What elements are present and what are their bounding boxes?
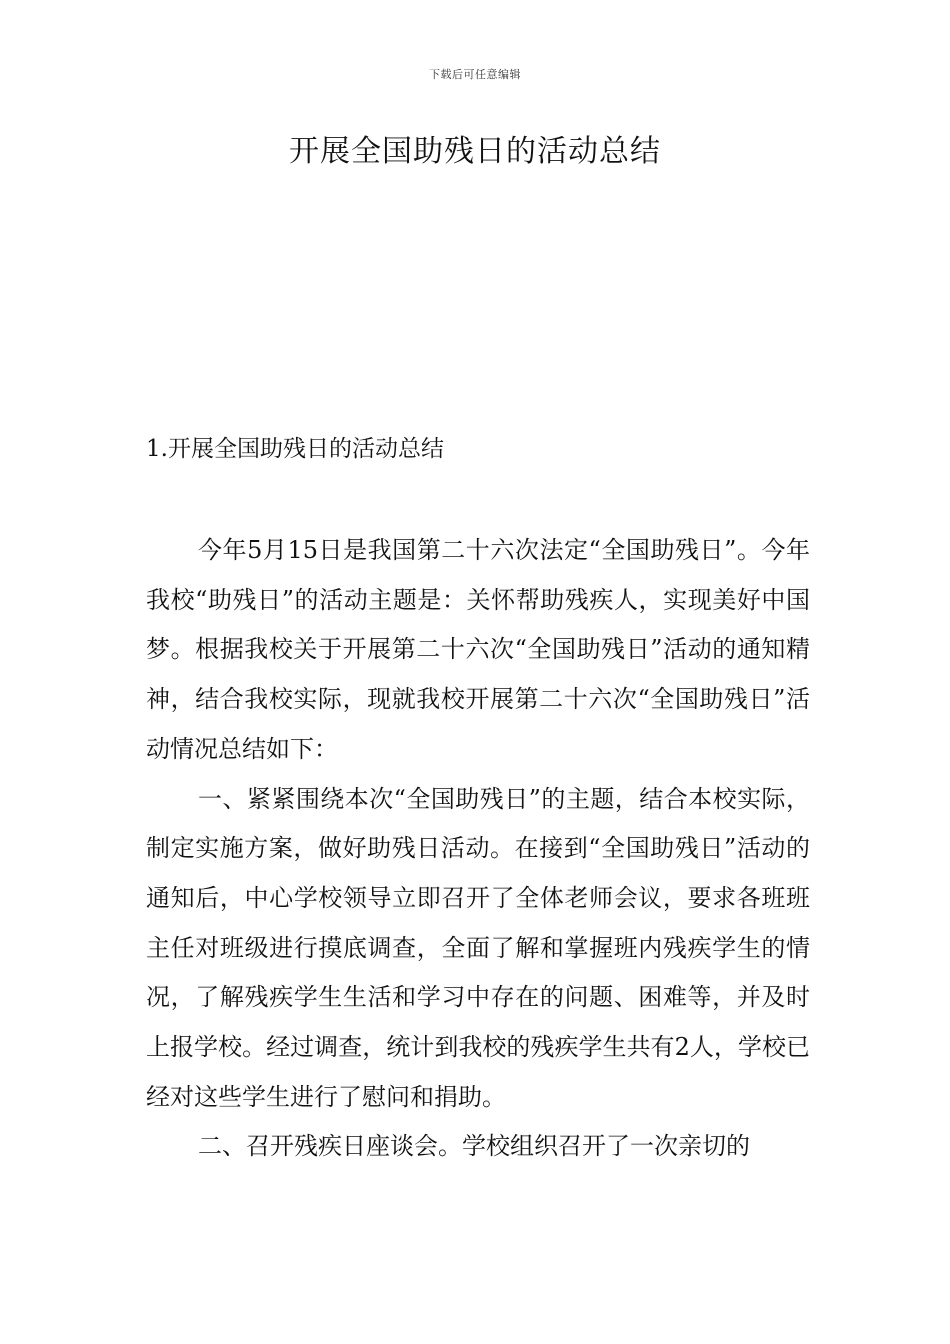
paragraph-point-one: 一、紧紧围绕本次“全国助残日”的主题，结合本校实际，制定实施方案，做好助残日活动。在接到“全国助残日”活动的通知后，中心学校领导立即召开了全体老师会议，要求各班班主任对班级进行摸底调查，全面了解和掌握班内残疾学生的情况，了解残疾学生生活和学习中存在的问题、困难等，并及时上报学校。经过调查，统计到我校的残疾学生共有2人，学校已经对这些学生进行了慰问和捐助。 <box>146 784 810 1111</box>
body-text <box>146 526 810 1172</box>
paragraph-intro: 今年5月15日是我国第二十六次法定“全国助残日”。今年我校“助残日”的活动主题是：关怀帮助残疾人，实现美好中国梦。根据我校关于开展第二十六次“全国助残日”活动的通知精神，结合我校实际，现就我校开展第二十六次“全国助残日”活动情况总结如下： <box>146 536 810 763</box>
document-title: 开展全国助残日的活动总结 <box>289 134 661 169</box>
paragraph-point-two: 二、召开残疾日座谈会。学校组织召开了一次亲切的 <box>198 1132 750 1161</box>
header-note: 下载后可任意编辑 <box>429 68 521 81</box>
section-heading: 1.开展全国助残日的活动总结 <box>146 436 444 462</box>
